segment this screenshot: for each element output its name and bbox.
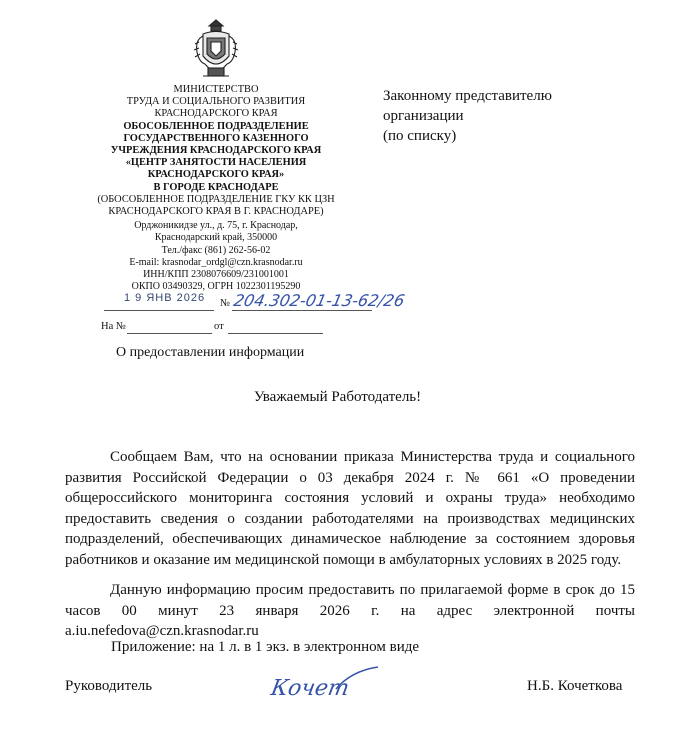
header-line: ГОСУДАРСТВЕННОГО КАЗЕННОГО [123, 132, 309, 144]
header-line: ТРУДА И СОЦИАЛЬНОГО РАЗВИТИЯ [126, 96, 306, 108]
header-line: «ЦЕНТР ЗАНЯТОСТИ НАСЕЛЕНИЯ [125, 157, 307, 169]
greeting: Уважаемый Работодатель! [253, 389, 422, 405]
header-line: КРАСНОДАРСКОГО КРАЯ» [147, 169, 285, 181]
ref-number-underline [127, 333, 212, 334]
header-line: ОБОСОБЛЕННОЕ ПОДРАЗДЕЛЕНИЕ [123, 120, 309, 132]
address-line: ИНН/КПП 2308076609/231001001 [143, 269, 289, 281]
header-line: МИНИСТЕРСТВО [173, 84, 259, 95]
recipient-line: Законному представителю [383, 88, 552, 104]
address-line: E-mail: krasnodar_ordgl@czn.krasnodar.ru [129, 256, 303, 268]
ref-from-label: от [214, 321, 224, 332]
organization-header [70, 84, 362, 218]
registration-date-stamp: 1 9 ЯНВ 2026 [124, 292, 206, 304]
signature-text: Кочет [268, 675, 352, 701]
recipient-block [383, 86, 552, 146]
number-underline [232, 310, 372, 311]
header-line: КРАСНОДАРСКОГО КРАЯ В Г. КРАСНОДАРЕ) [108, 206, 324, 218]
signer-position: Руководитель [65, 678, 153, 694]
address-line: Тел./факс (861) 262-56-02 [161, 244, 271, 256]
header-line: УЧРЕЖДЕНИЯ КРАСНОДАРСКОГО КРАЯ [110, 145, 322, 157]
number-label: № [220, 298, 231, 309]
signer-name: Н.Б. Кочеткова [527, 678, 623, 694]
registration-number-handwritten: 204.302-01-13-62/26 [231, 291, 407, 310]
attachment-note: Приложение: на 1 л. в 1 экз. в электронном виде [111, 639, 420, 655]
ref-from-underline [228, 333, 323, 334]
organization-address [70, 220, 362, 294]
handwritten-signature [266, 661, 386, 711]
body-paragraph: Сообщаем Вам, что на основании приказа Министерства труда и социального развития Российской Федерации о 03 декабря 2024 г. № 661 «О проведении общероссийского мониторинга состояния условий и охраны труда» необходимо предоставить сведения о создании работодателями на производствах медицинских подразделений, обеспечивающих динамическое наблюдение за состоянием здоровья работников и оказание им медицинской помощи в амбулаторных условиях в 2025 году. [65, 449, 635, 568]
header-line: В ГОРОДЕ КРАСНОДАРЕ [153, 181, 279, 193]
address-line: Орджоникидзе ул., д. 75, г. Краснодар, [134, 220, 298, 231]
address-line: ОКПО 03490329, ОГРН 1022301195290 [131, 281, 301, 293]
header-line: (ОБОСОБЛЕННОЕ ПОДРАЗДЕЛЕНИЕ ГКУ КК ЦЗН [97, 193, 335, 205]
header-line: КРАСНОДАРСКОГО КРАЯ [154, 108, 278, 120]
ref-number-label: На № [101, 321, 126, 332]
address-line: Краснодарский край, 350000 [154, 232, 278, 244]
subject-line: О предоставлении информации [116, 345, 305, 360]
date-underline [104, 310, 214, 311]
coat-of-arms-icon [193, 18, 239, 82]
body-paragraph: Данную информацию просим предоставить по прилагаемой форме в срок до 15 часов 00 минут 23 января 2026 г. на адрес электронной почты a.iu.nefedova@czn.krasnodar.ru [65, 582, 635, 639]
recipient-line: (по списку) [383, 128, 457, 144]
recipient-line: организации [383, 108, 464, 124]
